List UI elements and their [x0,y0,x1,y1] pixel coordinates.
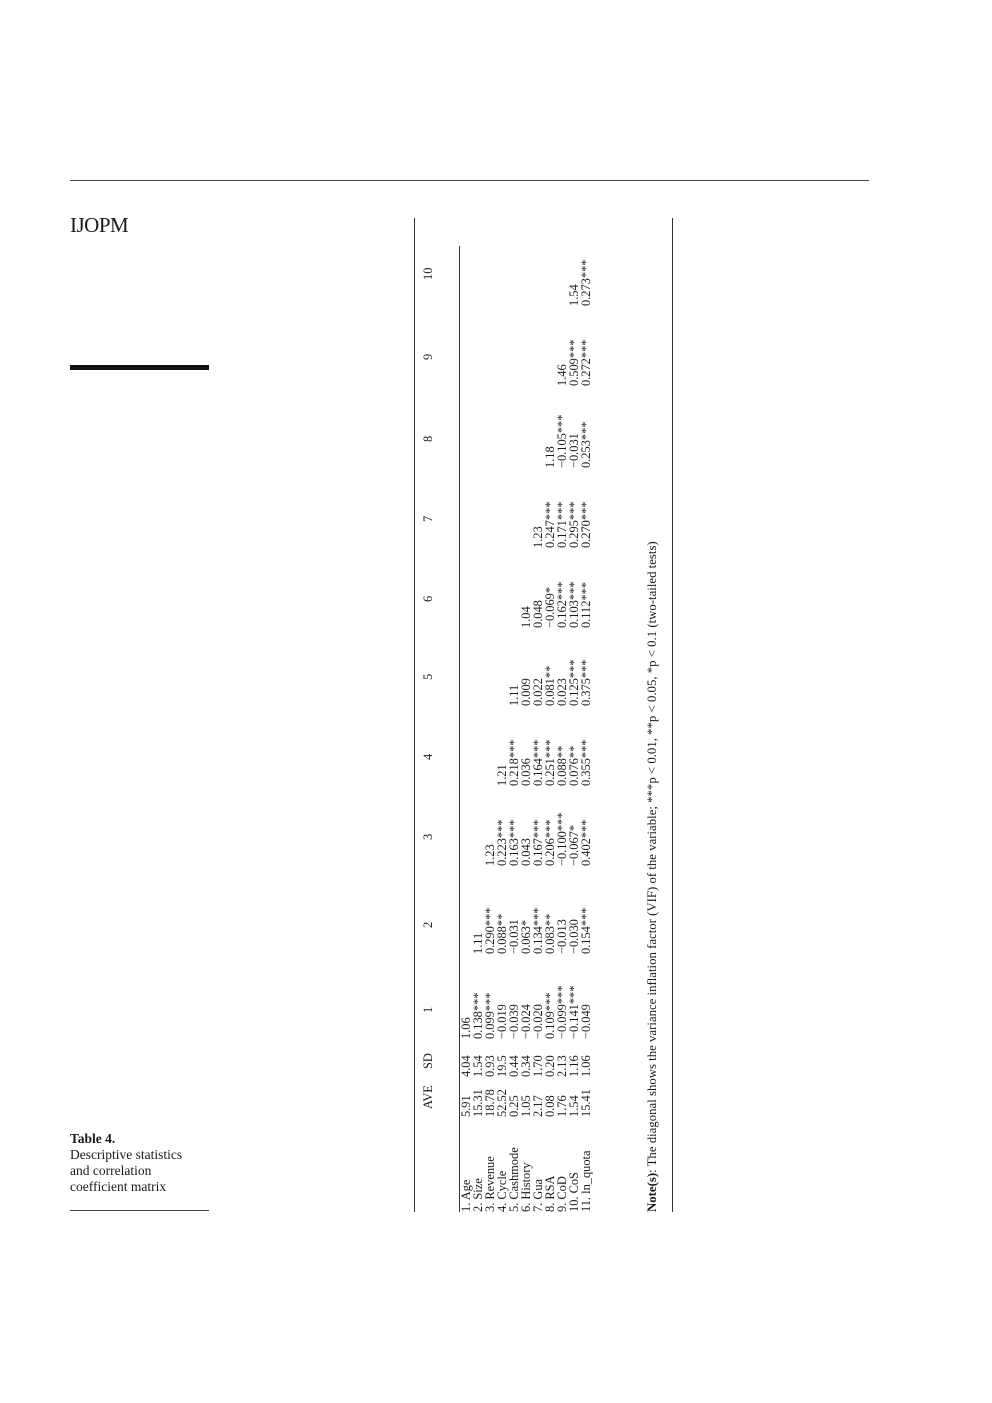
value-cell: 0.164*** [531,739,545,786]
value-cell: 52.52 [495,1089,509,1117]
variable-name-cell: 10. CoS [567,1172,581,1212]
correlation-table [421,246,592,1212]
value-cell [484,628,496,706]
value-cell [472,628,484,706]
value-cell [484,386,496,468]
value-cell: 0.036 [519,758,533,786]
value-cell: −0.069* [543,586,557,628]
top-rule [70,180,869,181]
table-header-row [421,246,447,1212]
variable-name-cell: 11. ln_quota [579,1150,593,1212]
value-cell: 18.78 [483,1089,497,1117]
value-cell: −0.030 [567,919,581,954]
value-cell [496,468,508,548]
value-cell: −0.100*** [555,812,569,866]
value-cell [520,246,532,306]
value-cell: 0.355*** [579,739,593,786]
caption-line: Descriptive statistics [70,1147,183,1162]
value-cell: −0.049 [579,1004,593,1039]
value-cell: 1.21 [495,764,509,786]
value-cell: 1.23 [531,526,545,548]
value-cell [484,548,496,628]
value-cell [520,386,532,468]
value-cell: 1.70 [531,1055,545,1077]
header-cell: AVE [421,1085,435,1109]
value-cell: 0.223*** [495,819,509,866]
value-cell [472,468,484,548]
variable-name-cell: 9. CoD [555,1176,569,1212]
value-cell: 0.253*** [579,421,593,468]
value-cell: 0.206*** [543,819,557,866]
value-cell: 0.134*** [531,907,545,954]
table-top-rule [414,218,415,1212]
value-cell [496,548,508,628]
value-cell: 0.290*** [483,907,497,954]
value-cell: 0.103*** [567,581,581,628]
value-cell: 0.088** [555,745,569,786]
value-cell: −0.024 [519,1004,533,1039]
value-cell: −0.039 [507,1004,521,1039]
value-cell: −0.141*** [567,985,581,1039]
table-bottom-rule [672,218,673,1212]
value-cell [496,306,508,386]
value-cell: 0.375*** [579,659,593,706]
value-cell: 0.295*** [567,501,581,548]
value-cell: 0.167*** [531,819,545,866]
value-cell [460,548,473,628]
value-cell: 1.05 [519,1095,533,1117]
value-cell: 1.54 [567,284,581,306]
value-cell: −0.020 [531,1004,545,1039]
header-cell: 7 [421,515,435,522]
caption-label: Table 4. [70,1131,116,1146]
value-cell: 0.088** [495,913,509,954]
value-cell: 0.218*** [507,739,521,786]
value-cell: 0.022 [531,678,545,706]
note-label: Note(s) [645,1172,659,1212]
value-cell: 1.04 [519,606,533,628]
variable-name-cell: 3. Revenue [483,1156,497,1212]
value-cell [472,706,484,786]
note-text: : The diagonal shows the variance inflation factor (VIF) of the variable; ***p < 0.01, **p < 0.05, *p < 0.1 (two-tailed tests) [645,541,659,1173]
variable-name-cell: 5. Cashmode [507,1147,521,1212]
value-cell: 0.251*** [543,739,557,786]
value-cell: 15.41 [579,1089,593,1117]
value-cell [532,306,544,386]
value-cell: 0.112*** [579,581,593,628]
value-cell: 1.06 [579,1055,593,1077]
value-cell [460,246,473,306]
value-cell [508,468,520,548]
value-cell: 0.048 [531,600,545,628]
value-cell: 0.076** [567,745,581,786]
value-cell: 0.25 [507,1095,521,1117]
value-cell: 1.54 [567,1095,581,1117]
value-cell: 1.11 [507,684,521,706]
value-cell [484,246,496,306]
value-cell: −0.019 [495,1004,509,1039]
value-cell: 0.247*** [543,501,557,548]
value-cell: 0.34 [519,1055,533,1077]
value-cell: −0.031 [567,433,581,468]
value-cell: −0.099*** [555,985,569,1039]
section-bar [70,365,209,370]
value-cell [472,386,484,468]
value-cell: 15.31 [471,1089,485,1117]
caption-rule [70,1210,209,1211]
value-cell [472,548,484,628]
variable-name-cell: 6. History [519,1162,533,1212]
value-cell [496,246,508,306]
header-cell: 9 [421,353,435,360]
value-cell [508,386,520,468]
value-cell [544,246,556,306]
value-cell [508,306,520,386]
value-cell: 1.46 [555,364,569,386]
value-cell: 1.06 [459,1017,473,1039]
value-cell [460,468,473,548]
value-cell: 1.16 [567,1055,581,1077]
value-cell: 0.023 [555,678,569,706]
value-cell: −0.105*** [555,414,569,468]
header-cell: SD [421,1053,435,1069]
value-cell: 1.54 [471,1055,485,1077]
value-cell: 0.083** [543,913,557,954]
value-cell [508,246,520,306]
header-cell: 8 [421,435,435,442]
value-cell: 0.099*** [483,992,497,1039]
value-cell: 0.125*** [567,659,581,706]
value-cell: 0.043 [519,838,533,866]
caption-line: coefficient matrix [70,1179,167,1194]
header-cell: 2 [421,921,435,928]
value-cell [460,628,473,706]
header-cell: 4 [421,753,435,760]
value-cell: 0.081** [543,665,557,706]
value-cell: 0.109*** [543,992,557,1039]
value-cell: 4.04 [459,1055,473,1077]
table-note [645,541,660,1212]
value-cell: 0.138*** [471,992,485,1039]
value-cell [460,706,473,786]
header-cell: 5 [421,673,435,680]
value-cell: 0.163*** [507,819,521,866]
value-cell: 19.5 [495,1055,509,1077]
header-cell: 6 [421,595,435,602]
value-cell: 0.08 [543,1095,557,1117]
value-cell: 0.273*** [579,259,593,306]
variable-name-cell: 1. Age [459,1179,473,1212]
value-cell: 0.20 [543,1055,557,1077]
value-cell: 0.44 [507,1055,521,1077]
value-cell [460,306,473,386]
rotated-table-area [414,218,674,1212]
header-cell: 3 [421,833,435,840]
header-cell: 10 [421,267,435,280]
value-cell: 2.13 [555,1055,569,1077]
value-cell: 2.17 [531,1095,545,1117]
value-cell [520,306,532,386]
value-cell [472,246,484,306]
value-cell: −0.031 [507,919,521,954]
variable-name-cell: 2. Size [471,1178,485,1212]
table-caption [70,1131,220,1195]
value-cell: 1.18 [543,446,557,468]
table-row [580,246,592,1212]
value-cell: 0.270*** [579,501,593,548]
variable-name-cell: 4. Cycle [495,1170,509,1212]
value-cell: −0.067* [567,824,581,866]
value-cell: 0.063* [519,919,533,954]
value-cell: 1.23 [483,844,497,866]
value-cell [460,786,473,866]
header-cell: 1 [421,1006,435,1013]
value-cell: 5.91 [459,1095,473,1117]
value-cell: −0.013 [555,919,569,954]
value-cell [484,306,496,386]
value-cell: 1.76 [555,1095,569,1117]
value-cell: 0.93 [483,1055,497,1077]
value-cell [532,246,544,306]
value-cell [496,386,508,468]
value-cell [472,306,484,386]
value-cell: 0.402*** [579,819,593,866]
value-cell: 0.154*** [579,907,593,954]
variable-name-cell: 7. Gua [531,1178,545,1212]
value-cell: 0.009 [519,678,533,706]
value-cell: 0.509*** [567,339,581,386]
value-cell [460,386,473,468]
value-cell: 1.11 [471,932,485,954]
value-cell [484,468,496,548]
header-cell [421,1117,447,1212]
value-cell: 0.272*** [579,339,593,386]
value-cell: 0.171*** [555,501,569,548]
caption-line: and correlation [70,1163,152,1178]
journal-name: IJOPM [70,213,129,237]
value-cell: 0.162*** [555,581,569,628]
variable-name-cell: 8. RSA [543,1175,557,1212]
